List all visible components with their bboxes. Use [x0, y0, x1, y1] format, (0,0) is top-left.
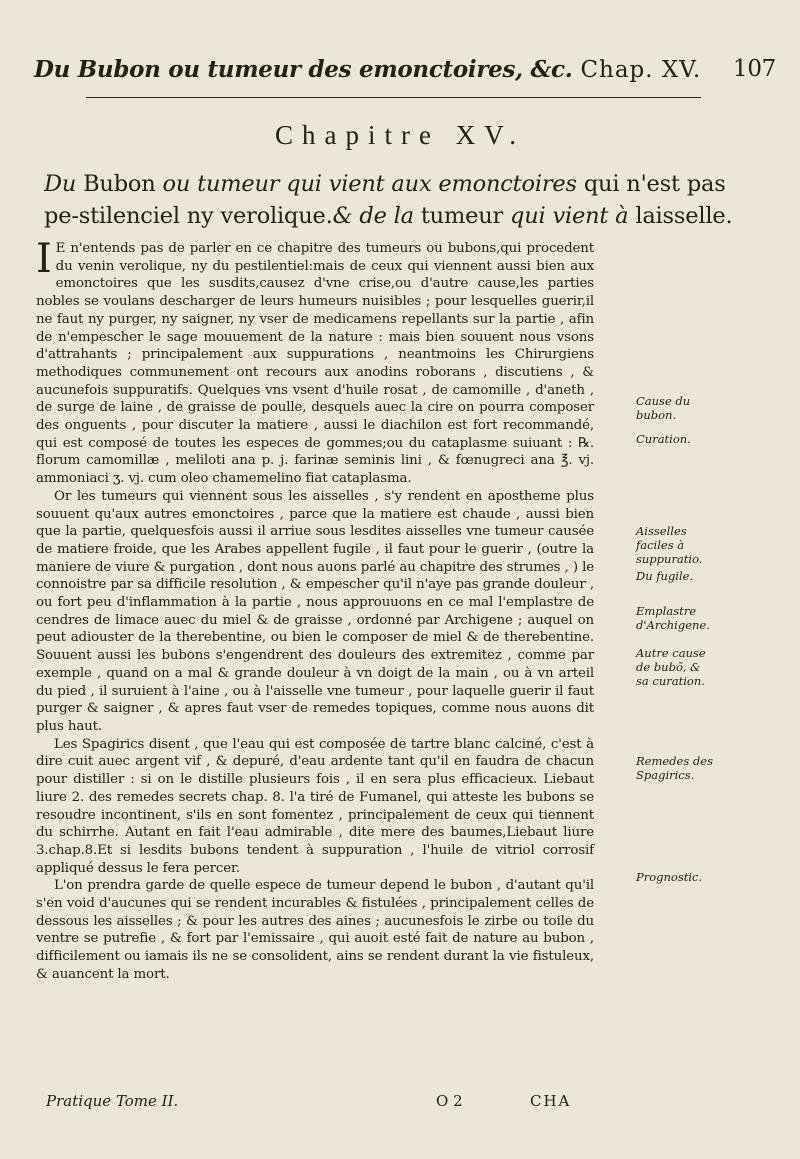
footer-catchword: CHA	[530, 1092, 572, 1110]
subtitle-segment: qui n'est pas pe-stilenciel ny verolique.	[44, 171, 726, 229]
margin-note-fugile: Du fugile.	[636, 569, 694, 583]
running-head	[34, 56, 776, 83]
subtitle-segment: emonctoires	[438, 171, 577, 197]
chapter-reference: Chap. XV.	[580, 57, 702, 83]
drop-cap: I	[36, 236, 52, 282]
chapter-subtitle	[44, 168, 754, 232]
margin-note-emplastre: Emplastre d'Archigene.	[636, 604, 710, 632]
footer-signature: O 2	[436, 1092, 463, 1110]
subtitle-segment: & de la	[332, 203, 421, 229]
paragraph-1	[36, 236, 594, 488]
paragraph-4: L'on prendra garde de quelle espece de tumeur depend le bubon , d'autant qu'il s'en void d'aucunes qui se rendent incurables & fistulées , principalement celles de dessous les aisselles ; & pour les autres des aines ; aucunesfois le zirbe ou toile du ventre se putrefie , & fort par l'emissaire , qui auoit esté fait de nature au bubon , difficilement ou iamais ils ne se consolident, ains se rendent durant la vie fistuleux, & auancent la mort.	[36, 878, 594, 982]
margin-note-aisselles: Aisselles faciles à suppuratio.	[636, 524, 703, 566]
subtitle-segment: tumeur	[420, 203, 511, 229]
subtitle-segment: Du	[44, 171, 84, 197]
subtitle-segment: ou tumeur qui vient aux	[162, 171, 439, 197]
margin-note-curation: Curation.	[636, 432, 691, 446]
margin-note-autre-cause: Autre cause de bubõ, & sa curation.	[636, 646, 706, 688]
subtitle-segment: Bubon	[83, 171, 163, 197]
margin-note-cause: Cause du bubon.	[636, 394, 691, 422]
subtitle-segment: laisselle.	[635, 203, 733, 229]
running-title: Du Bubon ou tumeur des emonctoires, &c.	[34, 56, 573, 83]
margin-note-spagirics: Remedes des Spagirics.	[636, 754, 713, 782]
footer-book: Pratique Tome II.	[46, 1092, 179, 1110]
margin-note-prognostic: Prognostic.	[636, 870, 703, 884]
page-number: 107	[733, 56, 776, 82]
subtitle-segment: qui vient à	[510, 203, 636, 229]
paragraph-text: E n'entends pas de parler en ce chapitre des tumeurs ou bubons,qui procedent du venin verolique, ny du pestilentiel:mais de ceux qui viennent aussi bien aux emonctoires que les susdits,causez d'vne crise,ou d'autre cause,les parties nobles se voulans descharger de leurs humeurs nuisibles ; pour lesquelles guerir,il ne faut ny purger, ny saigner, ny vser de medicamens repellants sur la partie , afin de n'empescher le sage mouuement de la nature : mais bien souuent nous vsons d'attrahants ; principalement aux suppurations , neantmoins les Chirurgiens methodiques communement ont recours aux anodins roborans , discutiens , & aucunefois suppuratifs. Quelques vns vsent d'huile rosat , de camomille , d'aneth , de surge de laine , de graisse de poulle, desquels auec la cire on pourra composer des onguents , pour discuter la matiere , aussi le diachilon est fort recommandé, qui est composé de toutes les especes de gommes;ou du cataplasme suiuant : ℞. florum camomillæ , meliloti ana p. j. farinæ seminis lini , & fœnugreci ana ℥. vj. ammoniaci ʒ. vj. cum oleo chamemelino fiat cataplasma.	[36, 241, 594, 487]
paragraph-2: Or les tumeurs qui viennent sous les aisselles , s'y rendent en apostheme plus souuent qu'aux autres emonctoires , parce que la matiere est chaude , aussi bien que la partie, quelquesfois aussi il arriue sous lesdites aisselles vne tumeur causée de matiere froide, que les Arabes appellent fugile , il faut pour le guerir , (outre la maniere de viure & purgation , dont nous auons parlé au chapitre des strumes , ) le connoistre par sa difficile resolution , & empescher qu'il n'aye pas grande douleur , ou fort peu d'inflammation à la partie , nous approuuons en ce mal l'emplastre de cendres de limace auec du miel & de graisse , ordonné par Archigene ; auquel on peut adiouster de la therebentine, ou bien le composer de miel & de therebentine. Souuent aussi les bubons s'engendrent des douleurs des extremitez , comme par exemple , quand on a mal & grande douleur à vn doigt de la main , ou à vn arteil du pied , il suruient à l'aine , ou à l'aisselle vne tumeur , pour laquelle guerir il faut purger & saigner , & apres faut vser de remedes topiques, comme nous auons dit plus haut.	[36, 488, 594, 734]
header-rule	[86, 97, 701, 98]
chapter-heading: Chapitre XV.	[275, 120, 525, 150]
paragraph-3: Les Spagirics disent , que l'eau qui est composée de tartre blanc calciné, c'est à dire cuit auec argent vif , & depuré, d'eau ardente tant qu'il en faudra de chacun pour distiller : si on le distille plusieurs fois , il en sera plus efficacieux. Liebaut liure 2. des remedes secrets chap. 8. l'a tiré de Fumanel, qui atteste les bubons se resoudre incontinent, s'ils en sont fomentez , principalement de ceux qui tiennent du schirrhe. Autant en fait l'eau admirable , dite mere des baumes,Liebaut liure 3.chap.8.Et si lesdits bubons tendent à suppuration , l'huile de vitriol corrosif appliqué dessus le fera percer.	[36, 736, 594, 876]
body-text	[36, 236, 594, 984]
